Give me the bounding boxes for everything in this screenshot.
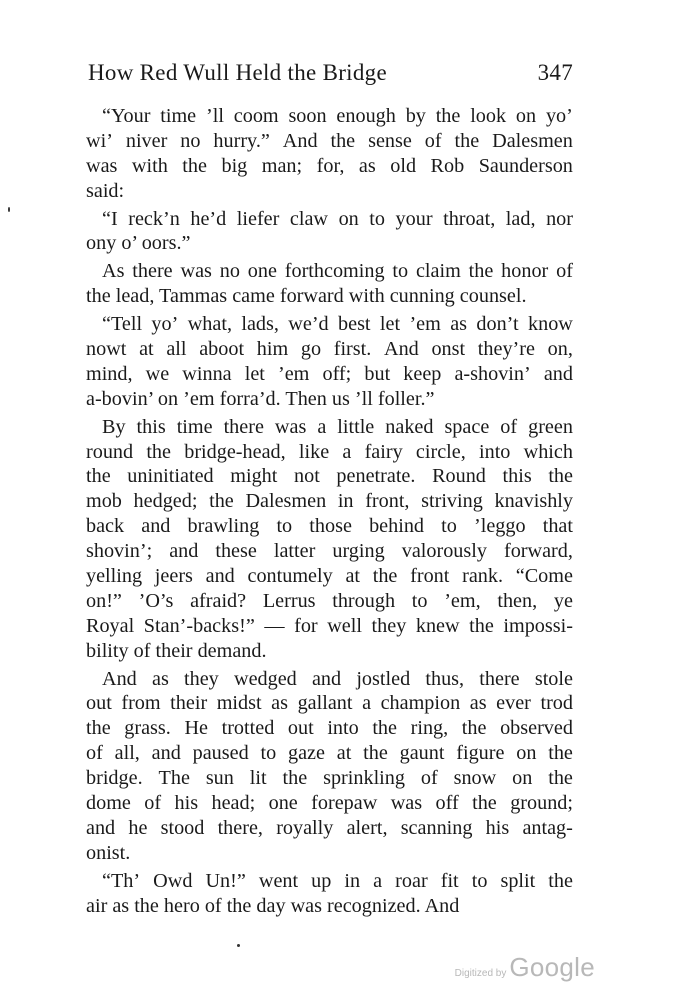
text-line: By this time there was a little naked space of green bbox=[102, 415, 573, 438]
digitized-by-google-watermark bbox=[455, 952, 595, 983]
running-header bbox=[88, 60, 573, 86]
text-line: the uninitiated might not penetrate. Round this the bbox=[86, 465, 573, 488]
text-line: the grass. He trotted out into the ring, the observed bbox=[86, 717, 573, 740]
text-line: “Tell yo’ what, lads, we’d best let ’em as don’t know bbox=[102, 313, 573, 336]
ink-speck bbox=[237, 944, 240, 947]
text-line: nowt at all aboot him go first. And onst they’re on, bbox=[86, 338, 573, 361]
text-line: air as the hero of the day was recognized. And bbox=[86, 894, 460, 917]
google-logo: Google bbox=[509, 952, 595, 982]
text-line: yelling jeers and contumely at the front rank. “Come bbox=[86, 565, 573, 588]
text-line: As there was no one forthcoming to claim the honor of bbox=[102, 260, 573, 283]
paragraph bbox=[86, 259, 573, 309]
text-line: bility of their demand. bbox=[86, 639, 267, 662]
text-line: “Th’ Owd Un!” went up in a roar fit to split the bbox=[102, 869, 573, 892]
text-line: back and brawling to those behind to ’leggo that bbox=[86, 515, 573, 538]
text-line: And as they wedged and jostled thus, there stole bbox=[102, 667, 573, 690]
text-line: and he stood there, royally alert, scanning his antag- bbox=[86, 816, 573, 839]
text-line: of all, and paused to gaze at the gaunt figure on the bbox=[86, 742, 573, 765]
text-line: Royal Stan’-backs!” — for well they knew the impossi- bbox=[86, 614, 573, 637]
paragraph bbox=[86, 207, 573, 257]
text-line: wi’ niver no hurry.” And the sense of the Dalesmen bbox=[86, 129, 573, 152]
body-text bbox=[86, 104, 573, 919]
paragraph bbox=[86, 869, 573, 919]
paragraph bbox=[86, 312, 573, 412]
text-line: bridge. The sun lit the sprinkling of snow on the bbox=[86, 767, 573, 790]
text-line: dome of his head; one forepaw was off the ground; bbox=[86, 792, 573, 815]
text-line: “I reck’n he’d liefer claw on to your throat, lad, nor bbox=[102, 207, 573, 230]
text-line: “Your time ’ll coom soon enough by the look on yo’ bbox=[102, 105, 573, 127]
text-line: a-bovin’ on ’em forra’d. Then us ’ll foller.” bbox=[86, 387, 435, 410]
text-line: shovin’; and these latter urging valorously forward, bbox=[86, 540, 573, 563]
paragraph bbox=[86, 667, 573, 866]
text-line: mind, we winna let ’em off; but keep a-shovin’ and bbox=[86, 362, 573, 385]
text-line: out from their midst as gallant a champion as ever trod bbox=[86, 692, 573, 715]
ink-speck bbox=[8, 207, 10, 212]
paragraph bbox=[86, 104, 573, 204]
text-line: said: bbox=[86, 179, 125, 202]
text-line: ony o’ oors.” bbox=[86, 232, 191, 255]
chapter-title: How Red Wull Held the Bridge bbox=[88, 60, 387, 85]
digitized-by-label: Digitized by bbox=[454, 968, 507, 979]
text-line: mob hedged; the Dalesmen in front, striving knavishly bbox=[86, 490, 573, 513]
page-number: 347 bbox=[537, 60, 573, 85]
paragraph bbox=[86, 415, 573, 664]
text-line: on!” ’O’s afraid? Lerrus through to ’em, then, ye bbox=[86, 589, 573, 612]
text-line: round the bridge-head, like a fairy circle, into which bbox=[86, 440, 573, 463]
text-line: the lead, Tammas came forward with cunning counsel. bbox=[86, 285, 527, 308]
text-line: was with the big man; for, as old Rob Saunderson bbox=[86, 154, 573, 177]
text-line: onist. bbox=[86, 841, 131, 864]
